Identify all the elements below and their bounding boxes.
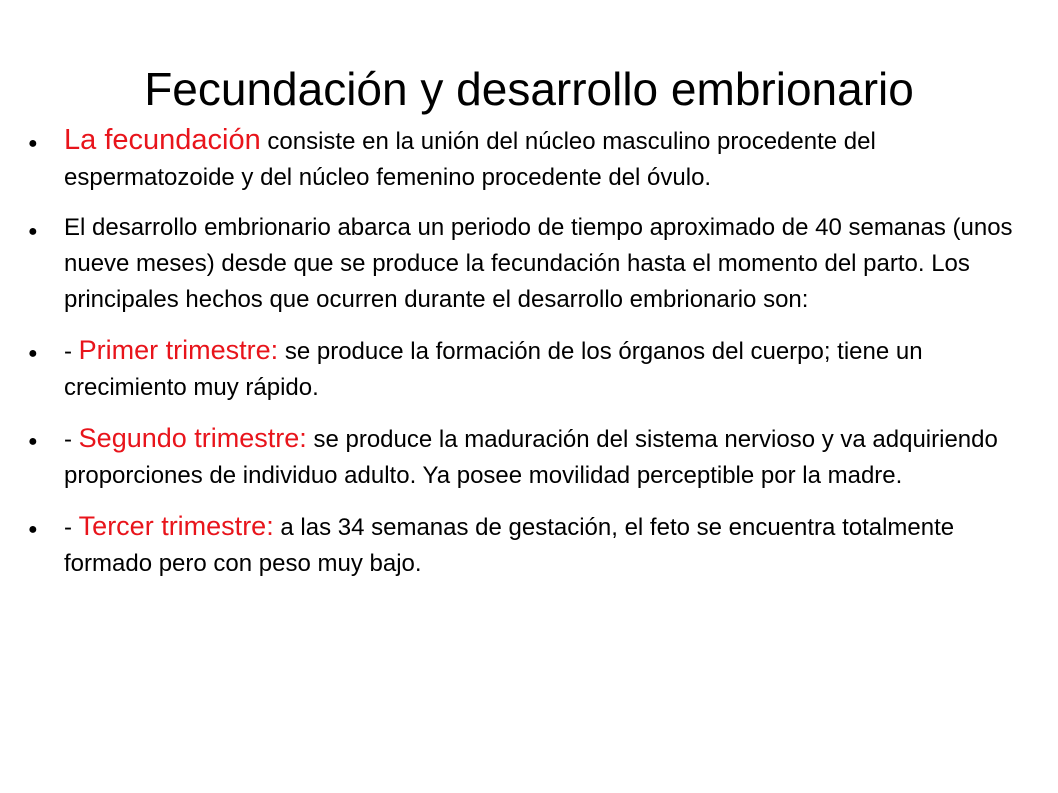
bullet-segundo-trimestre: [28, 420, 1028, 494]
bullet-list: [28, 122, 1028, 582]
bullet-dash: -: [64, 338, 79, 365]
bullet-highlight: Segundo trimestre:: [78, 423, 307, 453]
bullet-desarrollo: [28, 210, 1028, 318]
bullet-dot-icon: ●: [28, 521, 38, 538]
slide-title: Fecundación y desarrollo embrionario: [144, 62, 914, 115]
bullet-dash: -: [64, 514, 79, 541]
bullet-dash: -: [64, 426, 79, 453]
bullet-text: El desarrollo embrionario abarca un periodo de tiempo aproximado de 40 semanas (unos nueve meses) desde que se produce la fecundación hasta el momento del parto. Los principales hechos que ocurren durante el desarrollo embrionario son:: [64, 214, 1013, 313]
bullet-highlight: Primer trimestre:: [78, 335, 279, 365]
bullet-dot-icon: ●: [28, 433, 38, 450]
bullet-dot-icon: ●: [28, 223, 38, 240]
bullet-fecundacion: [28, 122, 1028, 196]
bullet-text: se produce la formación de los órganos del cuerpo; tiene un crecimiento muy rápido.: [64, 338, 923, 401]
bullet-highlight: La fecundación: [64, 124, 261, 156]
bullet-dot-icon: ●: [28, 345, 38, 362]
bullet-text: se produce la maduración del sistema nervioso y va adquiriendo proporciones de individuo adulto. Ya posee movilidad perceptible por la madre.: [64, 426, 998, 489]
bullet-text: consiste en la unión del núcleo masculino procedente del espermatozoide y del núcleo femenino procedente del óvulo.: [64, 128, 876, 191]
bullet-primer-trimestre: [28, 332, 1028, 406]
bullet-dot-icon: ●: [28, 135, 38, 152]
bullet-tercer-trimestre: [28, 508, 1028, 582]
bullet-highlight: Tercer trimestre:: [78, 511, 274, 541]
bullet-text: a las 34 semanas de gestación, el feto se encuentra totalmente formado pero con peso muy bajo.: [64, 514, 955, 577]
